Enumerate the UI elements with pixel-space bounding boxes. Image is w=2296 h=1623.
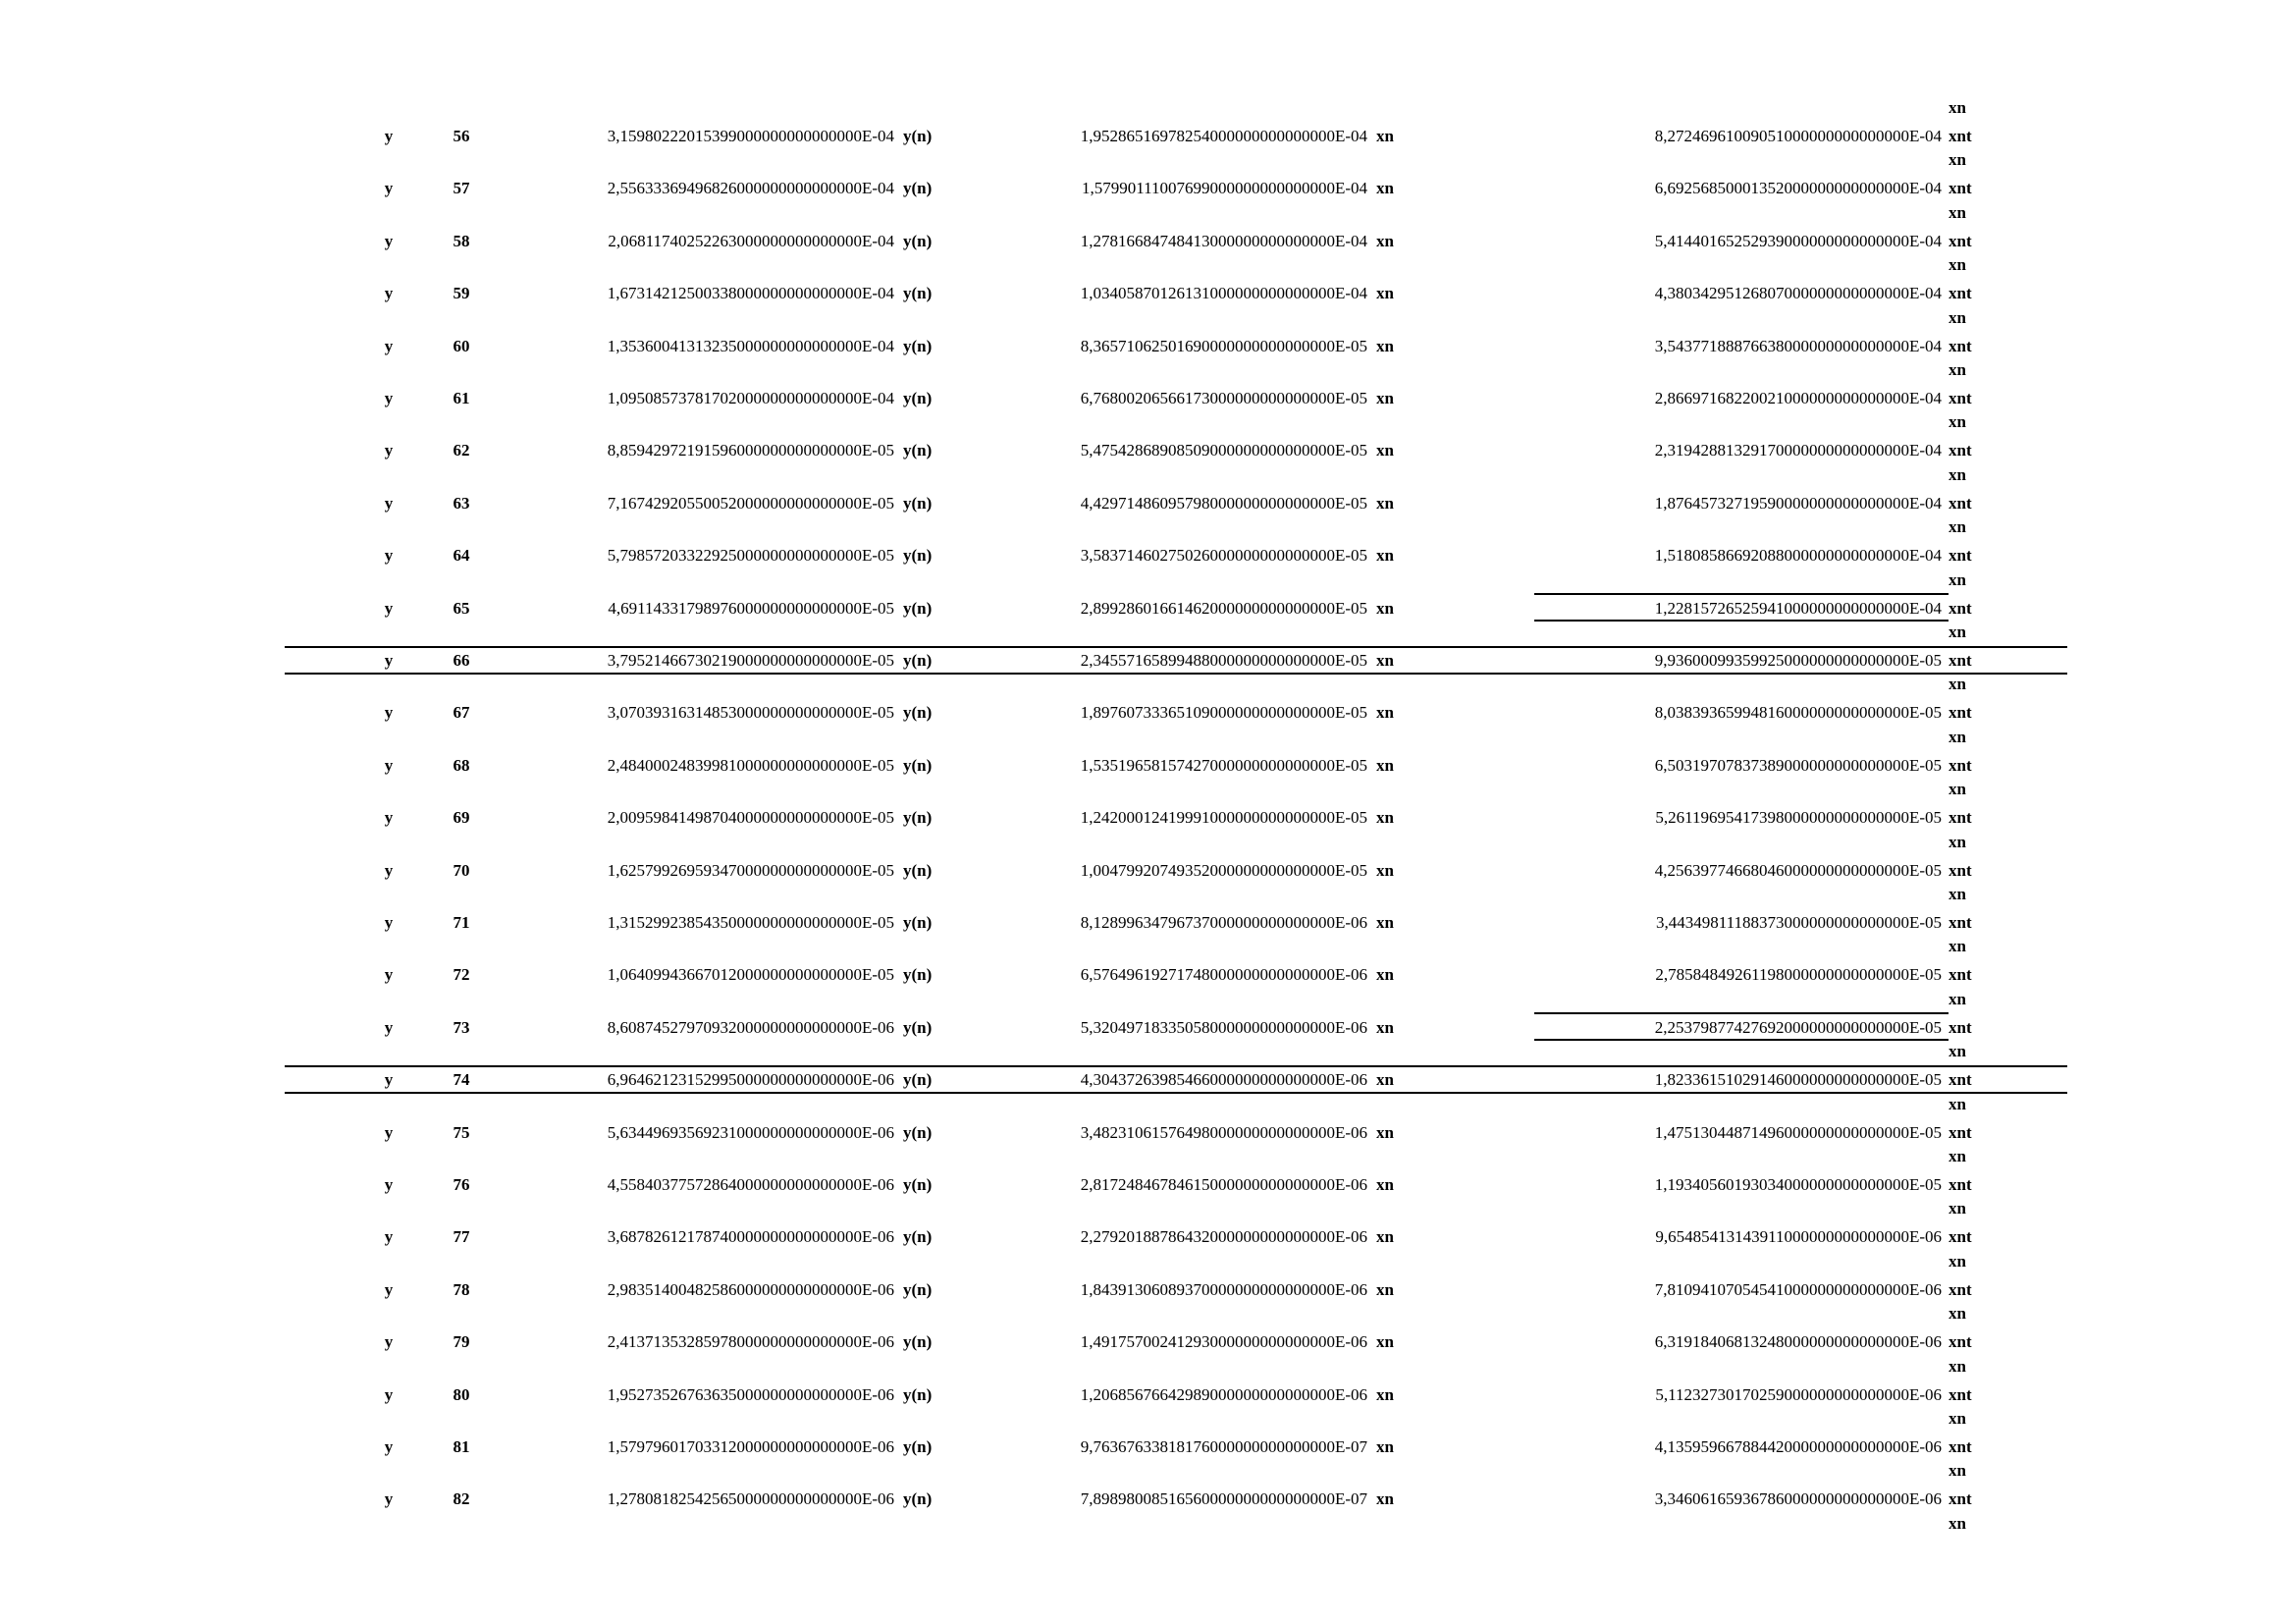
xt-name: xnt [1949,1280,1972,1299]
x-name: xn [1376,756,1394,775]
row-index: 66 [453,651,470,670]
xt-above-label: xn [1949,1199,1966,1217]
y-name: y(n) [903,1437,933,1456]
y-value: 2,41371353285978000000000000000E-06 [607,1332,894,1351]
row-label: y [384,284,394,302]
row-label: y [384,127,394,145]
x-name: xn [1376,232,1394,250]
table-row [0,1431,2296,1464]
x-name: xn [1376,1123,1394,1142]
y-value: 4,69114331798976000000000000000E-05 [608,599,894,618]
xt-value: 1,87645732719590000000000000000E-04 [1654,494,1942,513]
xt-value: 8,27246961009051000000000000000E-04 [1654,127,1942,145]
row-index: 61 [453,389,470,407]
x-value: 3,48231061576498000000000000000E-06 [1080,1123,1367,1142]
row-index: 76 [453,1175,470,1194]
cell-border-line [1534,1012,1949,1014]
x-name: xn [1376,808,1394,827]
y-name: y(n) [903,756,933,775]
xt-above-label: xn [1949,622,1966,641]
xt-name: xnt [1949,599,1972,618]
row-index: 82 [453,1489,470,1508]
xt-above-label: xn [1949,1042,1966,1060]
table-row [0,277,2296,310]
xt-name: xnt [1949,913,1972,932]
row-label: y [384,1227,394,1246]
row-label: y [384,651,394,670]
xt-value: 2,31942881329170000000000000000E-04 [1654,441,1942,460]
xt-value: 2,86697168220021000000000000000E-04 [1654,389,1942,407]
xt-name: xnt [1949,179,1972,197]
row-label: y [384,861,394,880]
xt-above-label: xn [1949,412,1966,431]
xt-above-label: xn [1949,780,1966,798]
xt-value: 4,13595966788442000000000000000E-06 [1654,1437,1942,1456]
row-index: 62 [453,441,470,460]
row-label: y [384,1489,394,1508]
row-index: 58 [453,232,470,250]
table-row [0,1168,2296,1202]
xt-name: xnt [1949,808,1972,827]
row-index: 73 [453,1018,470,1037]
y-name: y(n) [903,179,933,197]
xt-above-label: xn [1949,203,1966,222]
y-name: y(n) [903,232,933,250]
y-value: 7,16742920550052000000000000000E-05 [607,494,894,513]
cell-border-line [1534,593,1949,595]
row-index: 67 [453,703,470,722]
xt-above-label: xn [1949,1147,1966,1165]
xt-above-label: xn [1949,150,1966,169]
xt-name: xnt [1949,389,1972,407]
row-index: 69 [453,808,470,827]
x-name: xn [1376,599,1394,618]
row-label: y [384,494,394,513]
x-value: 8,36571062501690000000000000000E-05 [1080,337,1367,355]
cell-border-line [1534,1039,1949,1041]
xt-above-label: xn [1949,98,1966,117]
y-value: 1,67314212500338000000000000000E-04 [607,284,894,302]
y-value: 5,79857203322925000000000000000E-05 [607,546,894,565]
xt-value: 4,38034295126807000000000000000E-04 [1654,284,1942,302]
y-value: 1,57979601703312000000000000000E-06 [607,1437,894,1456]
table-row [0,487,2296,520]
y-name: y(n) [903,808,933,827]
table-row [0,1220,2296,1254]
xt-above-label: xn [1949,937,1966,955]
y-value: 8,60874527970932000000000000000E-06 [607,1018,894,1037]
row-label: y [384,965,394,984]
x-name: xn [1376,1018,1394,1037]
x-name: xn [1376,861,1394,880]
x-name: xn [1376,494,1394,513]
row-label: y [384,441,394,460]
xt-name: xnt [1949,756,1972,775]
x-value: 5,32049718335058000000000000000E-06 [1080,1018,1367,1037]
y-value: 1,62579926959347000000000000000E-05 [607,861,894,880]
x-value: 1,20685676642989000000000000000E-06 [1080,1385,1367,1404]
xt-name: xnt [1949,441,1972,460]
xt-above-label: xn [1949,1304,1966,1323]
xt-name: xnt [1949,651,1972,670]
row-label: y [384,1385,394,1404]
xt-value: 6,50319707837389000000000000000E-05 [1654,756,1942,775]
row-label: y [384,703,394,722]
x-name: xn [1376,703,1394,722]
y-name: y(n) [903,127,933,145]
xt-value: 2,78584849261198000000000000000E-05 [1655,965,1942,984]
y-value: 1,09508573781702000000000000000E-04 [607,389,894,407]
xt-above-label: xn [1949,990,1966,1008]
x-value: 1,24200012419991000000000000000E-05 [1080,808,1367,827]
cell-border-line [285,646,2067,648]
y-name: y(n) [903,1332,933,1351]
x-name: xn [1376,441,1394,460]
cell-border-line [285,1092,2067,1094]
table-row [0,854,2296,888]
x-value: 4,30437263985466000000000000000E-06 [1080,1070,1367,1089]
table-row [0,434,2296,467]
xt-value: 1,82336151029146000000000000000E-05 [1654,1070,1942,1089]
xt-value: 4,25639774668046000000000000000E-05 [1654,861,1942,880]
xt-name: xnt [1949,337,1972,355]
x-value: 1,03405870126131000000000000000E-04 [1080,284,1367,302]
table-row [0,958,2296,992]
row-label: y [384,1280,394,1299]
row-label: y [384,913,394,932]
y-value: 2,55633369496826000000000000000E-04 [607,179,894,197]
xt-value: 9,65485413143911000000000000000E-06 [1655,1227,1942,1246]
row-index: 74 [453,1070,470,1089]
table-row [0,382,2296,415]
x-name: xn [1376,651,1394,670]
row-index: 77 [453,1227,470,1246]
y-value: 1,06409943667012000000000000000E-05 [607,965,894,984]
x-name: xn [1376,965,1394,984]
xt-above-label: xn [1949,885,1966,903]
row-label: y [384,1175,394,1194]
table-row [0,225,2296,258]
table-row [0,1483,2296,1516]
y-name: y(n) [903,1018,933,1037]
y-name: y(n) [903,1123,933,1142]
x-value: 2,81724846784615000000000000000E-06 [1080,1175,1367,1194]
y-value: 1,27808182542565000000000000000E-06 [607,1489,894,1508]
xt-value: 1,22815726525941000000000000000E-04 [1654,599,1942,618]
xt-name: xnt [1949,1123,1972,1142]
x-name: xn [1376,1175,1394,1194]
xt-above-label: xn [1949,1095,1966,1113]
y-name: y(n) [903,1070,933,1089]
x-value: 2,34557165899488000000000000000E-05 [1080,651,1367,670]
row-label: y [384,1018,394,1037]
row-index: 79 [453,1332,470,1351]
x-name: xn [1376,1437,1394,1456]
xt-name: xnt [1949,1489,1972,1508]
row-label: y [384,1123,394,1142]
xt-value: 6,69256850001352000000000000000E-04 [1654,179,1942,197]
xt-value: 7,81094107054541000000000000000E-06 [1654,1280,1942,1299]
xt-value: 1,47513044871496000000000000000E-05 [1654,1123,1942,1142]
table-row [0,172,2296,205]
x-value: 1,27816684748413000000000000000E-04 [1080,232,1367,250]
xt-name: xnt [1949,1332,1972,1351]
xt-name: xnt [1949,1227,1972,1246]
x-value: 1,95286516978254000000000000000E-04 [1080,127,1367,145]
y-value: 3,68782612178740000000000000000E-06 [607,1227,894,1246]
xt-name: xnt [1949,1018,1972,1037]
row-label: y [384,389,394,407]
row-label: y [384,808,394,827]
y-name: y(n) [903,1489,933,1508]
row-label: y [384,232,394,250]
xt-above-label: xn [1949,1514,1966,1533]
xt-above-label: xn [1949,675,1966,693]
xt-value: 1,51808586692088000000000000000E-04 [1654,546,1942,565]
x-name: xn [1376,1227,1394,1246]
row-index: 63 [453,494,470,513]
xt-above-label: xn [1949,255,1966,274]
row-index: 70 [453,861,470,880]
xt-above-label: xn [1949,1409,1966,1428]
x-value: 2,89928601661462000000000000000E-05 [1080,599,1367,618]
x-value: 7,89898008516560000000000000000E-07 [1080,1489,1367,1508]
xt-name: xnt [1949,1070,1972,1089]
table-row [0,1116,2296,1150]
row-label: y [384,599,394,618]
y-value: 3,07039316314853000000000000000E-05 [607,703,894,722]
xt-above-label: xn [1949,517,1966,536]
x-name: xn [1376,284,1394,302]
x-value: 1,53519658157427000000000000000E-05 [1080,756,1367,775]
xt-above-label: xn [1949,360,1966,379]
y-name: y(n) [903,965,933,984]
y-name: y(n) [903,1175,933,1194]
xt-name: xnt [1949,284,1972,302]
cell-border-line [285,673,2067,675]
xt-above-label: xn [1949,308,1966,327]
y-name: y(n) [903,494,933,513]
table-row [0,1379,2296,1412]
table-row [0,592,2296,625]
row-index: 75 [453,1123,470,1142]
row-index: 71 [453,913,470,932]
y-value: 3,15980222015399000000000000000E-04 [607,127,894,145]
xt-value: 6,31918406813248000000000000000E-06 [1654,1332,1942,1351]
y-name: y(n) [903,1385,933,1404]
y-value: 2,48400024839981000000000000000E-05 [607,756,894,775]
table-row [0,801,2296,835]
xt-value: 8,03839365994816000000000000000E-05 [1654,703,1942,722]
xt-name: xnt [1949,1385,1972,1404]
x-value: 6,76800206566173000000000000000E-05 [1080,389,1367,407]
xt-name: xnt [1949,546,1972,565]
xt-above-label: xn [1949,833,1966,851]
xt-value: 9,93600099359925000000000000000E-05 [1654,651,1942,670]
y-name: y(n) [903,1280,933,1299]
x-value: 2,27920188786432000000000000000E-06 [1080,1227,1367,1246]
row-index: 56 [453,127,470,145]
x-value: 5,47542868908509000000000000000E-05 [1080,441,1367,460]
y-name: y(n) [903,284,933,302]
xt-above-label: xn [1949,1357,1966,1376]
x-name: xn [1376,127,1394,145]
xt-value: 2,25379877427692000000000000000E-05 [1654,1018,1942,1037]
row-index: 72 [453,965,470,984]
xt-name: xnt [1949,494,1972,513]
y-value: 1,31529923854350000000000000000E-05 [607,913,894,932]
xt-name: xnt [1949,1175,1972,1194]
x-value: 1,57990111007699000000000000000E-04 [1081,179,1367,197]
y-value: 1,35360041313235000000000000000E-04 [607,337,894,355]
x-value: 1,89760733365109000000000000000E-05 [1080,703,1367,722]
x-name: xn [1376,337,1394,355]
table-row [0,120,2296,153]
cell-border-line [285,1065,2067,1067]
y-value: 8,85942972191596000000000000000E-05 [607,441,894,460]
x-value: 1,00479920749352000000000000000E-05 [1080,861,1367,880]
table-row [0,1011,2296,1045]
x-name: xn [1376,1070,1394,1089]
xt-name: xnt [1949,127,1972,145]
x-name: xn [1376,1489,1394,1508]
x-value: 8,12899634796737000000000000000E-06 [1080,913,1367,932]
x-name: xn [1376,179,1394,197]
y-name: y(n) [903,389,933,407]
xt-name: xnt [1949,703,1972,722]
row-index: 60 [453,337,470,355]
table-row [0,539,2296,572]
row-label: y [384,337,394,355]
y-value: 5,63449693569231000000000000000E-06 [607,1123,894,1142]
row-index: 57 [453,179,470,197]
y-value: 2,98351400482586000000000000000E-06 [607,1280,894,1299]
table-row [0,696,2296,730]
row-label: y [384,179,394,197]
xt-above-label: xn [1949,728,1966,746]
x-name: xn [1376,546,1394,565]
table-row [0,749,2296,783]
xt-value: 5,26119695417398000000000000000E-05 [1655,808,1942,827]
y-value: 1,95273526763635000000000000000E-06 [607,1385,894,1404]
xt-value: 3,54377188876638000000000000000E-04 [1654,337,1942,355]
table-row [0,1273,2296,1307]
y-name: y(n) [903,913,933,932]
xt-above-label: xn [1949,570,1966,589]
xt-value: 3,34606165936786000000000000000E-06 [1654,1489,1942,1508]
y-value: 2,00959841498704000000000000000E-05 [607,808,894,827]
xt-value: 5,11232730170259000000000000000E-06 [1655,1385,1942,1404]
row-index: 68 [453,756,470,775]
xt-value: 3,44349811188373000000000000000E-05 [1655,913,1942,932]
row-index: 64 [453,546,470,565]
row-index: 80 [453,1385,470,1404]
y-value: 2,06811740252263000000000000000E-04 [608,232,894,250]
x-name: xn [1376,389,1394,407]
row-label: y [384,1437,394,1456]
x-value: 3,58371460275026000000000000000E-05 [1080,546,1367,565]
row-label: y [384,1332,394,1351]
x-value: 1,49175700241293000000000000000E-06 [1080,1332,1367,1351]
x-name: xn [1376,1385,1394,1404]
x-value: 6,57649619271748000000000000000E-06 [1080,965,1367,984]
row-index: 65 [453,599,470,618]
y-value: 6,96462123152995000000000000000E-06 [607,1070,894,1089]
xt-name: xnt [1949,965,1972,984]
row-label: y [384,546,394,565]
xt-above-label: xn [1949,1461,1966,1480]
x-name: xn [1376,1332,1394,1351]
y-name: y(n) [903,651,933,670]
y-name: y(n) [903,546,933,565]
xt-above-label: xn [1949,1252,1966,1271]
x-value: 9,76367633818176000000000000000E-07 [1080,1437,1367,1456]
y-name: y(n) [903,1227,933,1246]
row-index: 78 [453,1280,470,1299]
x-name: xn [1376,913,1394,932]
xt-name: xnt [1949,232,1972,250]
y-value: 3,79521466730219000000000000000E-05 [607,651,894,670]
row-index: 81 [453,1437,470,1456]
y-name: y(n) [903,337,933,355]
y-name: y(n) [903,861,933,880]
cell-border-line [1534,620,1949,622]
table-row [0,1325,2296,1359]
xt-value: 5,41440165252939000000000000000E-04 [1654,232,1942,250]
xt-above-label: xn [1949,465,1966,484]
row-index: 59 [453,284,470,302]
row-label: y [384,756,394,775]
table-row [0,330,2296,363]
x-value: 1,84391306089370000000000000000E-06 [1080,1280,1367,1299]
y-name: y(n) [903,441,933,460]
x-name: xn [1376,1280,1394,1299]
y-value: 4,55840377572864000000000000000E-06 [607,1175,894,1194]
xt-name: xnt [1949,861,1972,880]
y-name: y(n) [903,599,933,618]
xt-value: 1,19340560193034000000000000000E-05 [1654,1175,1942,1194]
table-row [0,906,2296,940]
x-value: 4,42971486095798000000000000000E-05 [1080,494,1367,513]
xt-name: xnt [1949,1437,1972,1456]
row-label: y [384,1070,394,1089]
y-name: y(n) [903,703,933,722]
